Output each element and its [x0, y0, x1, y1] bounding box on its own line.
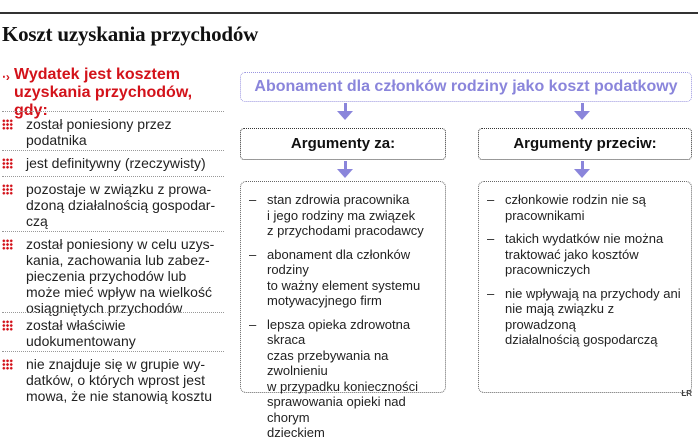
pro-argument-line: to ważny element systemu: [267, 277, 421, 293]
dash-bullet-icon: –: [487, 231, 495, 246]
criteria-item: [2, 236, 224, 316]
contra-argument-line: traktować jako kosztów: [505, 246, 639, 262]
criteria-item-line: dzoną działalnością gospodar-: [26, 197, 216, 213]
contra-argument-item: [487, 192, 685, 223]
arrow-down-icon: [574, 111, 590, 120]
arrow-stem-pro-1: [344, 103, 347, 111]
dash-bullet-icon: –: [249, 192, 257, 207]
criteria-item-line: mowa, że nie stanowią kosztu: [26, 388, 212, 404]
pro-argument-item: [249, 247, 439, 309]
arrow-down-icon: [574, 169, 590, 178]
criteria-item-line: pieczenia przychodów lub: [26, 268, 187, 284]
criteria-item: [2, 116, 224, 148]
contra-panel: [478, 181, 692, 393]
arrow-stem-contra-1: [581, 103, 584, 111]
contra-argument-line: nie wpływają na przychody ani: [505, 285, 681, 301]
pro-heading-box: Argumenty za:: [240, 128, 446, 160]
pro-argument-line: abonament dla członków rodziny: [267, 246, 411, 277]
contra-argument-line: działalnością gospodarczą: [505, 332, 658, 347]
criteria-divider: [2, 231, 224, 232]
pro-argument-line: lepsza opieka zdrowotna skraca: [267, 316, 411, 347]
dotted-arrow-icon: ⋅›: [2, 70, 10, 84]
criteria-item-line: jest definitywny (rzeczywisty): [26, 155, 206, 171]
topic-banner: Abonament dla członków rodziny jako koszt podatkowy: [240, 72, 692, 102]
pro-argument-item: [249, 317, 439, 441]
pro-argument-line: i jego rodziny ma związek: [267, 207, 416, 223]
criteria-item: [2, 317, 224, 349]
contra-argument-item: [487, 286, 685, 348]
criteria-item-line: został poniesiony przez: [26, 116, 172, 132]
dash-bullet-icon: –: [487, 285, 495, 301]
page-title: Koszt uzyskania przychodów: [2, 22, 259, 46]
criteria-heading-line2: uzyskania przychodów, gdy:: [14, 84, 193, 119]
criteria-item: [2, 181, 224, 229]
criteria-item-line: podatnika: [26, 132, 87, 148]
pro-argument-item: [249, 192, 439, 239]
contra-argument-line: pracowniczych: [505, 262, 591, 277]
dotted-square-icon: [2, 359, 13, 370]
dotted-square-icon: [2, 184, 13, 195]
criteria-item-line: czą: [26, 213, 48, 229]
criteria-item-line: nie znajduje się w grupie wy-: [26, 356, 205, 372]
contra-heading-box: Argumenty przeciw:: [478, 128, 692, 160]
criteria-item: [2, 155, 224, 171]
pro-argument-line: dzieckiem: [267, 425, 325, 440]
pro-argument-line: czas przebywania na zwolnieniu: [267, 347, 389, 378]
dotted-square-icon: [2, 158, 13, 169]
top-rule: [0, 12, 698, 14]
criteria-heading-line1: Wydatek jest kosztem: [14, 66, 180, 83]
criteria-divider: [2, 150, 224, 151]
dash-bullet-icon: –: [249, 246, 257, 262]
criteria-item-line: pozostaje w związku z prowa-: [26, 181, 212, 197]
contra-argument-line: pracownikami: [505, 207, 585, 223]
criteria-item-line: osiągniętych przychodów: [26, 300, 183, 316]
criteria-item-line: został właściwie: [26, 317, 126, 333]
criteria-divider: [2, 351, 224, 352]
dotted-square-icon: [2, 320, 13, 331]
criteria-item-line: może mieć wpływ na wielkość: [26, 284, 212, 300]
pro-argument-line: z przychodami pracodawcy: [267, 223, 424, 238]
arrow-stem-contra-2: [581, 161, 584, 169]
criteria-item-line: datków, o których wprost jest: [26, 372, 205, 388]
pro-argument-line: stan zdrowia pracownika: [267, 192, 410, 207]
contra-argument-line: takich wydatków nie można: [505, 231, 664, 246]
contra-argument-line: nie mają związku z prowadzoną: [505, 301, 615, 332]
arrow-stem-pro-2: [344, 161, 347, 169]
dash-bullet-icon: –: [487, 192, 495, 207]
criteria-item-line: udokumentowany: [26, 333, 136, 349]
pro-argument-line: w przypadku konieczności: [267, 378, 419, 394]
author-credit: ŁR: [681, 389, 692, 398]
criteria-item-line: został poniesiony w celu uzys-: [26, 236, 215, 252]
dotted-square-icon: [2, 119, 13, 130]
dash-bullet-icon: –: [249, 316, 257, 332]
criteria-item-line: kania, zachowania lub zabez-: [26, 252, 210, 268]
criteria-divider: [2, 176, 224, 177]
criteria-divider: [2, 312, 224, 313]
pro-panel: [240, 181, 446, 440]
criteria-divider: [2, 111, 224, 112]
arrow-down-icon: [337, 169, 353, 178]
contra-argument-item: [487, 231, 685, 278]
contra-argument-line: członkowie rodzin nie są: [505, 192, 646, 207]
dotted-square-icon: [2, 239, 13, 250]
criteria-item: [2, 356, 224, 404]
arrow-down-icon: [337, 111, 353, 120]
pro-argument-line: motywacyjnego firm: [267, 293, 382, 308]
pro-argument-line: sprawowania opieki nad chorym: [267, 394, 406, 425]
